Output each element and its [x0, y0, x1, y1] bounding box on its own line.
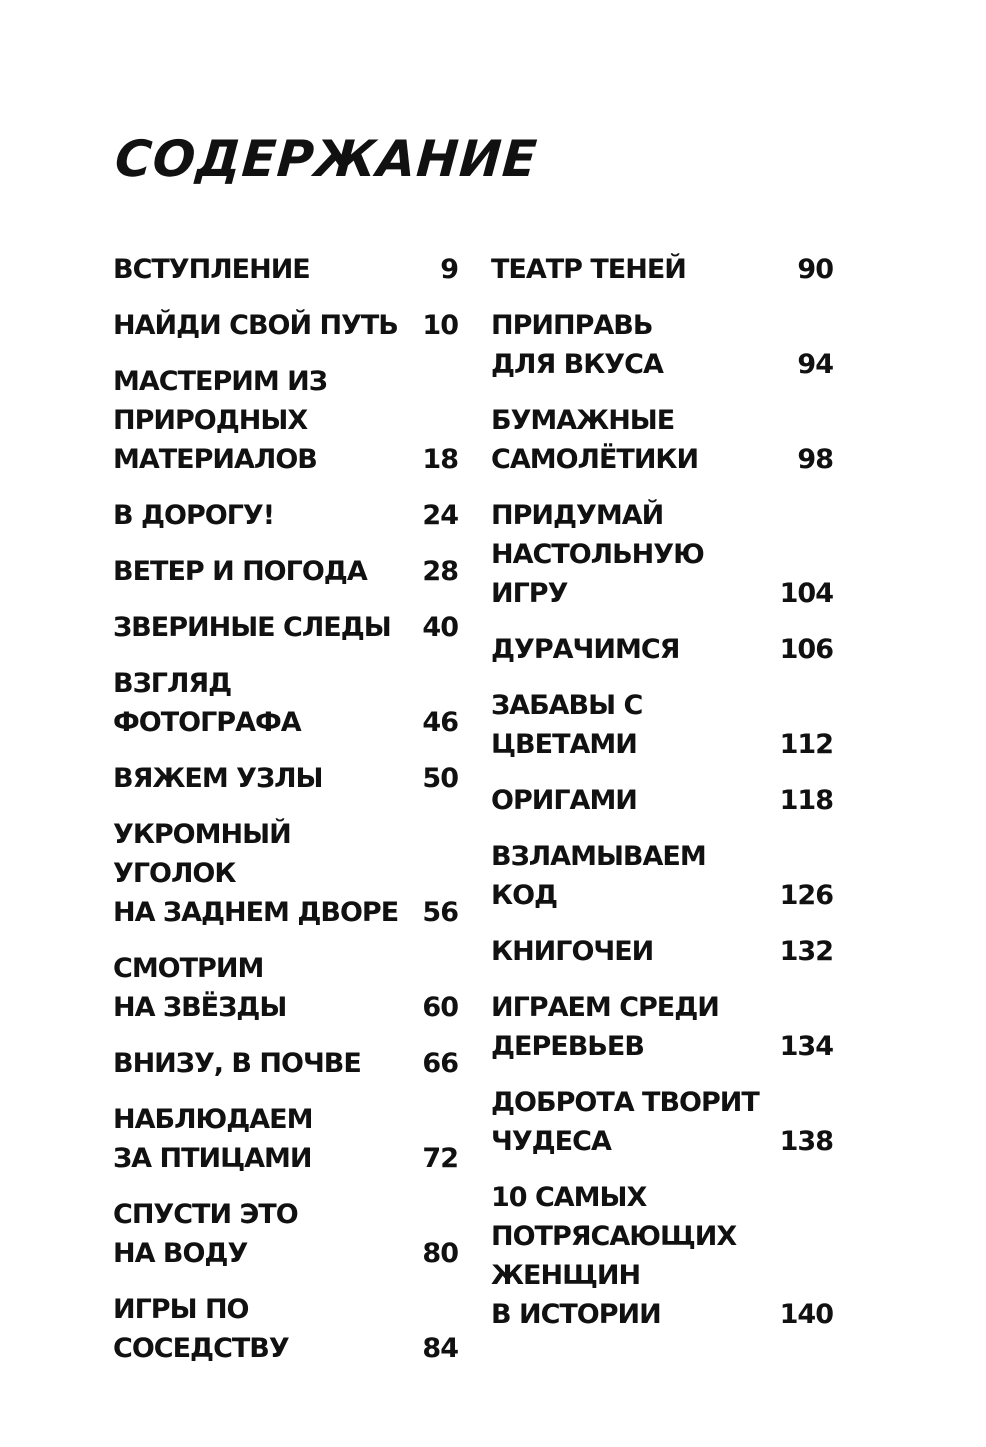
toc-entry [113, 1290, 458, 1368]
toc-entry-title: ДОБРОТА ТВОРИТ ЧУДЕСА [491, 1087, 759, 1157]
toc-entry-page-number: 98 [797, 444, 833, 475]
toc-entry-title: ПРИПРАВЬ ДЛЯ ВКУСА [491, 310, 663, 380]
toc-entry-title: В ДОРОГУ! [113, 500, 275, 531]
toc-entry-title: МАСТЕРИМ ИЗ ПРИРОДНЫХ МАТЕРИАЛОВ [113, 366, 327, 475]
toc-entry [113, 496, 458, 535]
toc-entry-title: ИГРАЕМ СРЕДИ ДЕРЕВЬЕВ [491, 992, 719, 1062]
toc-entry-title: 10 САМЫХ ПОТРЯСАЮЩИХ ЖЕНЩИН В ИСТОРИИ [491, 1182, 737, 1330]
toc-entry-title: ИГРЫ ПО СОСЕДСТВУ [113, 1294, 289, 1364]
toc-entry-title: НАБЛЮДАЕМ ЗА ПТИЦАМИ [113, 1104, 313, 1174]
toc-entry [113, 815, 458, 932]
toc-entry-page-number: 18 [422, 444, 458, 475]
toc-entry-page-number: 72 [422, 1143, 458, 1174]
toc-entry [491, 781, 833, 820]
toc-entry-page-number: 40 [422, 612, 458, 643]
toc-left-column [113, 250, 458, 1385]
toc-entry-title: СМОТРИМ НА ЗВЁЗДЫ [113, 953, 287, 1023]
toc-entry-page-number: 90 [797, 254, 833, 285]
toc-entry [491, 630, 833, 669]
toc-entry-page-number: 60 [422, 992, 458, 1023]
toc-entry [113, 362, 458, 479]
toc-entry [113, 552, 458, 591]
toc-entry-page-number: 134 [779, 1031, 833, 1062]
toc-entry [113, 1100, 458, 1178]
toc-entry-page-number: 50 [422, 763, 458, 794]
toc-entry-page-number: 138 [779, 1126, 833, 1157]
toc-entry-title: ВЕТЕР И ПОГОДА [113, 556, 367, 587]
toc-entry-page-number: 140 [779, 1299, 833, 1330]
toc-entry [113, 759, 458, 798]
toc-entry-title: ВЯЖЕМ УЗЛЫ [113, 763, 323, 794]
toc-entry [113, 1195, 458, 1273]
toc-entry-title: ОРИГАМИ [491, 785, 637, 816]
toc-entry [491, 932, 833, 971]
toc-entry [491, 686, 833, 764]
toc-entry-title: ПРИДУМАЙ НАСТОЛЬНУЮ ИГРУ [491, 500, 704, 609]
toc-entry-page-number: 106 [779, 634, 833, 665]
toc-entry-page-number: 132 [779, 936, 833, 967]
toc-entry-page-number: 80 [422, 1238, 458, 1269]
toc-entry-page-number: 66 [422, 1048, 458, 1079]
toc-entry [113, 949, 458, 1027]
toc-entry [491, 837, 833, 915]
toc-entry-title: УКРОМНЫЙ УГОЛОК НА ЗАДНЕМ ДВОРЕ [113, 819, 399, 928]
toc-entry-title: ТЕАТР ТЕНЕЙ [491, 254, 686, 285]
toc-entry-page-number: 46 [422, 707, 458, 738]
toc-entry [113, 608, 458, 647]
toc-entry-title: КНИГОЧЕИ [491, 936, 654, 967]
toc-entry-page-number: 112 [779, 729, 833, 760]
toc-entry-title: ВЗГЛЯД ФОТОГРАФА [113, 668, 301, 738]
toc-entry [491, 401, 833, 479]
toc-entry-page-number: 94 [797, 349, 833, 380]
toc-entry [491, 1178, 833, 1334]
toc-entry [113, 306, 458, 345]
toc-entry-title: ДУРАЧИМСЯ [491, 634, 680, 665]
toc-entry [113, 1044, 458, 1083]
toc-entry-page-number: 10 [422, 310, 458, 341]
toc-entry-title: ЗАБАВЫ С ЦВЕТАМИ [491, 690, 643, 760]
toc-entry-page-number: 9 [440, 254, 458, 285]
toc-entry-title: БУМАЖНЫЕ САМОЛЁТИКИ [491, 405, 699, 475]
toc-entry-page-number: 126 [779, 880, 833, 911]
toc-entry [491, 1083, 833, 1161]
toc-entry-title: ВСТУПЛЕНИЕ [113, 254, 310, 285]
toc-entry-page-number: 56 [422, 897, 458, 928]
page-title: СОДЕРЖАНИЕ [113, 130, 540, 188]
toc-entry-title: ВНИЗУ, В ПОЧВЕ [113, 1048, 361, 1079]
toc-entry-title: ЗВЕРИНЫЕ СЛЕДЫ [113, 612, 391, 643]
toc-entry [491, 988, 833, 1066]
toc-entry-title: ВЗЛАМЫВАЕМ КОД [491, 841, 706, 911]
toc-entry [491, 306, 833, 384]
toc-entry-page-number: 104 [779, 578, 833, 609]
toc-entry [491, 250, 833, 289]
toc-entry-title: СПУСТИ ЭТО НА ВОДУ [113, 1199, 298, 1269]
toc-entry [113, 664, 458, 742]
toc-right-column [491, 250, 833, 1351]
toc-entry-page-number: 84 [422, 1333, 458, 1364]
toc-entry-title: НАЙДИ СВОЙ ПУТЬ [113, 310, 398, 341]
toc-entry-page-number: 28 [422, 556, 458, 587]
toc-entry-page-number: 24 [422, 500, 458, 531]
toc-entry-page-number: 118 [779, 785, 833, 816]
toc-entry [113, 250, 458, 289]
toc-entry [491, 496, 833, 613]
